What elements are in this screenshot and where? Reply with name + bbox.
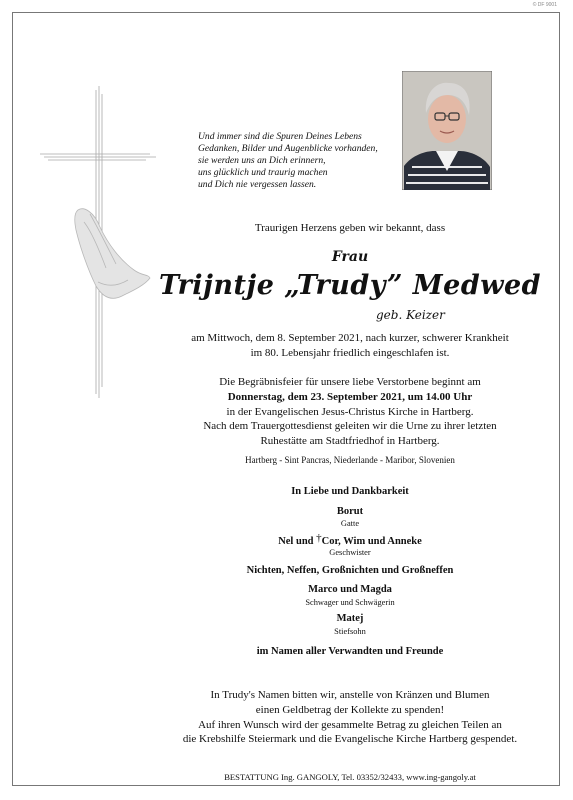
death-line: im 80. Lebensjahr friedlich eingeschlafen ist. xyxy=(250,346,450,359)
mourner-relation: Gatte xyxy=(340,519,360,528)
dagger-icon: † xyxy=(316,532,322,544)
donation-request xyxy=(150,688,550,747)
funeral-home-footer: BESTATTUNG Ing. GANGOLY, Tel. 03352/32433, www.ing-gangoly.at xyxy=(224,772,476,782)
siblings-part: Cor, Wim und Anneke xyxy=(321,536,422,547)
portrait-photo xyxy=(402,71,492,190)
funeral-line: in der Evangelischen Jesus-Christus Kirche in Hartberg. xyxy=(226,405,474,418)
places-of-life: Hartberg - Sint Pancras, Niederlande - Maribor, Slovenien xyxy=(245,455,455,465)
mourner-name: Marco und Magda xyxy=(308,584,392,595)
copyright-note: © DF 9001 xyxy=(532,2,557,8)
mourners-closing: im Namen aller Verwandten und Freunde xyxy=(256,646,444,657)
funeral-line: Die Begräbnisfeier für unsere liebe Verstorbene beginnt am xyxy=(219,376,481,388)
deceased-name: Trijntje „Trudy” Medwed xyxy=(158,270,542,301)
mourner-siblings xyxy=(150,532,550,547)
mourner-name: Nichten, Neffen, Großnichten und Großneffen xyxy=(246,565,454,576)
birth-name: geb. Keizer xyxy=(376,308,445,322)
mourners-heading: In Liebe und Dankbarkeit xyxy=(291,486,409,497)
donation-line: Auf ihren Wunsch wird der gesammelte Betrag zu gleichen Teilen an xyxy=(198,718,502,731)
death-line: am Mittwoch, dem 8. September 2021, nach kurzer, schwerer Krankheit xyxy=(191,332,509,344)
memorial-poem xyxy=(198,131,398,191)
poem-line: Und immer sind die Spuren Deines Lebens xyxy=(198,131,362,142)
poem-line: uns glücklich und traurig machen xyxy=(198,167,328,178)
death-notice xyxy=(150,331,550,361)
poem-line: Gedanken, Bilder und Augenblicke vorhanden, xyxy=(198,143,378,154)
mourner-name: Matej xyxy=(336,613,364,624)
mourner-relation: Schwager und Schwägerin xyxy=(305,598,395,607)
donation-line: In Trudy's Namen bitten wir, anstelle von Kränzen und Blumen xyxy=(210,689,490,701)
poem-line: sie werden uns an Dich erinnern, xyxy=(198,155,326,166)
mourner-relation: Stiefsohn xyxy=(334,627,366,636)
salutation: Frau xyxy=(331,249,369,265)
donation-line: einen Geldbetrag der Kollekte zu spenden! xyxy=(255,703,445,716)
mourner-relation: Geschwister xyxy=(329,548,371,557)
announcement-text: Traurigen Herzens geben wir bekannt, dass xyxy=(254,222,446,234)
funeral-info xyxy=(150,375,550,449)
funeral-line: Ruhestätte am Stadtfriedhof in Hartberg. xyxy=(260,435,440,448)
siblings-part: Nel und xyxy=(278,536,317,547)
mourner-name: Borut xyxy=(336,506,364,517)
cross-praying-hands-icon xyxy=(38,82,158,402)
funeral-line: Nach dem Trauergottesdienst geleiten wir die Urne zu ihrer letzten xyxy=(203,420,497,433)
funeral-date: Donnerstag, dem 23. September 2021, um 14.00 Uhr xyxy=(227,390,473,403)
poem-line: und Dich nie vergessen lassen. xyxy=(198,179,317,190)
donation-line: die Krebshilfe Steiermark und die Evangelische Kirche Hartberg gespendet. xyxy=(182,733,518,746)
